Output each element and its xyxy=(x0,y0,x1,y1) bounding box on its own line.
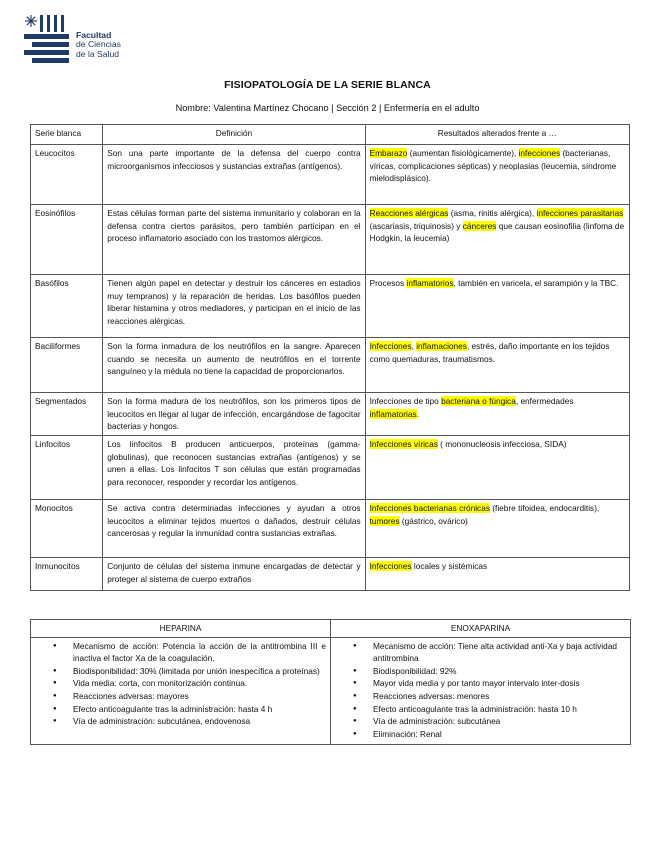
highlighted-term: Infecciones víricas xyxy=(369,439,438,449)
header-definicion: Definición xyxy=(103,125,365,145)
result-text: , estrés, daño importante en los tejidos como quemaduras, traumatismos. xyxy=(369,341,610,364)
result-text: (aumentan fisiológicamente), xyxy=(407,148,519,158)
highlighted-term: Reacciones alérgicas xyxy=(369,208,449,218)
table-row xyxy=(31,500,630,558)
highlighted-term: cánceres xyxy=(462,220,497,231)
header-enoxaparina: ENOXAPARINA xyxy=(331,620,631,638)
table-row xyxy=(31,145,630,205)
list-item: ● Vía de administración: subcutánea, endovenosa xyxy=(73,715,326,728)
highlighted-term: inflamaciones xyxy=(416,341,467,351)
row-name: Inmunocitos xyxy=(31,558,103,591)
result-text: (gástrico, ovárico) xyxy=(399,515,468,526)
row-name: Leucocitos xyxy=(31,145,103,205)
highlighted-term: Infecciones xyxy=(369,561,412,571)
row-name: Linfocitos xyxy=(31,436,103,500)
enoxaparina-list xyxy=(335,640,626,741)
result-text: (ascariasis, triquinosis) y xyxy=(369,220,463,231)
list-item: ● Mecanismo de acción: Tiene alta actividad anti-Xa y baja actividad antitrombina xyxy=(373,640,626,665)
row-results xyxy=(365,338,629,393)
logo-star-icon xyxy=(25,15,37,27)
row-results xyxy=(365,205,629,275)
highlighted-term: infecciones xyxy=(518,148,561,158)
document-subtitle: Nombre: Valentina Martínez Chocano | Sección 2 | Enfermería en el adulto xyxy=(175,103,480,113)
table-row xyxy=(31,393,630,436)
logo-line-1: Facultad xyxy=(76,30,112,40)
row-definition: Tienen algún papel en detectar y destruir los cánceres en estadios muy tempranos) y la reparación de heridas. Los basófilos pueden liberar histamina y otros mediadores, y participan en el inicio de las reacciones alérgicas. xyxy=(103,275,365,338)
row-results xyxy=(365,436,629,500)
list-item: ● Mayor vida media y por tanto mayor intervalo inter-dosis xyxy=(373,677,626,690)
list-item: ● Efecto anticoagulante tras la administración: hasta 4 h xyxy=(73,703,326,716)
anticoagulant-comparison-table xyxy=(30,619,631,745)
logo-line-2: de Ciencias xyxy=(76,39,121,50)
row-definition: Son una parte importante de la defensa del cuerpo contra microorganismos infecciosos y sustancias extrañas (antígenos). xyxy=(103,145,365,205)
list-item: ● Eliminación: Renal xyxy=(373,728,626,741)
row-results xyxy=(365,558,629,591)
highlighted-term: tumores xyxy=(369,515,400,526)
list-item: ● Reacciones adversas: menores xyxy=(373,690,626,703)
result-text: que causan eosinofilia (linfoma de Hodgkin, la leucemia) xyxy=(369,220,625,244)
result-text: ( mononucleosis infecciosa, SIDA) xyxy=(437,439,567,449)
white-series-table xyxy=(30,124,630,591)
header-serie-blanca: Serie blanca xyxy=(31,125,103,145)
row-definition: Son la forma inmadura de los neutrófilos en la sangre. Aparecen cuando se necesita un aumento de neutrófilos en el torrente sanguíneo y la médula no tiene la capacidad de proporcionarlos. xyxy=(103,338,365,393)
row-results xyxy=(365,145,629,205)
list-item: ● Efecto anticoagulante tras la administración: hasta 10 h xyxy=(373,703,626,716)
highlighted-term: inflamatorias xyxy=(369,408,417,419)
row-definition: Estas células forman parte del sistema inmunitario y colaboran en la defensa contra ciertos parásitos, pero también participan en el proceso inflamatorio asociado con los trastornos alérgicos. xyxy=(103,205,365,275)
highlighted-term: Infecciones xyxy=(369,341,412,351)
result-text: . xyxy=(416,408,419,419)
list-item: ● Vida media: corta, con monitorización continua. xyxy=(73,677,326,690)
table-row xyxy=(31,558,630,591)
row-name: Monocitos xyxy=(31,500,103,558)
row-name: Eosinófilos xyxy=(31,205,103,275)
header-heparina: HEPARINA xyxy=(31,620,331,638)
list-item: ● Reacciones adversas: mayores xyxy=(73,690,326,703)
table-row xyxy=(31,436,630,500)
row-name: Segmentados xyxy=(31,393,103,436)
enoxaparina-cell xyxy=(331,637,631,745)
table-row xyxy=(31,338,630,393)
highlighted-term: Embarazo xyxy=(369,148,408,158)
highlighted-term: Infecciones bacterianas crónicas xyxy=(369,503,490,513)
result-text: Procesos xyxy=(369,278,407,288)
heparina-cell xyxy=(31,637,331,745)
result-text: , xyxy=(411,341,417,351)
highlighted-term: infecciones parasitarias xyxy=(536,208,624,218)
result-text: , también en varicela, el sarampión y la TBC. xyxy=(453,278,619,288)
highlighted-term: inflamatorios xyxy=(406,278,454,288)
row-results xyxy=(365,275,629,338)
table-row xyxy=(31,205,630,275)
row-name: Baciliformes xyxy=(31,338,103,393)
list-item: ● Biodisponibilidad: 30% (limitada por unión inespecífica a proteínas) xyxy=(73,665,326,678)
highlighted-term: bacteriana o fúngica xyxy=(441,396,516,406)
result-text: (bacterianas, víricas, complicaciones sépticas) y neoplasias (leucemia, síndrome mielodisplásico). xyxy=(369,148,617,184)
row-results xyxy=(365,393,629,436)
list-item: ● Mecanismo de acción: Potencia la acción de la antitrombina III e inactiva el factor Xa de la coagulación. xyxy=(73,640,326,665)
row-definition: Se activa contra determinadas infecciones y ayudan a otros leucocitos a eliminar tejidos muertos o dañados, destruir células cancerosas y regular la inmunidad contra sustancias extrañas. xyxy=(103,500,365,558)
heparina-list xyxy=(35,640,326,728)
header-resultados: Resultados alterados frente a … xyxy=(365,125,629,145)
row-name: Basófilos xyxy=(31,275,103,338)
logo-line-3: de la Salud xyxy=(76,48,120,59)
table-row xyxy=(31,275,630,338)
row-results xyxy=(365,500,629,558)
comparison-header-row xyxy=(31,620,631,638)
row-definition: Conjunto de células del sistema inmune encargadas de detectar y proteger al sistema de cuerpo extraños xyxy=(103,558,365,591)
result-text: (asma, rinitis alérgica), xyxy=(448,208,537,218)
row-definition: Son la forma madura de los neutrófilos, son los primeros tipos de leucocitos en llegar al lugar de infección, encargándose de fagocitar bacterias y hongos. xyxy=(103,393,365,436)
row-definition: Los linfocitos B producen anticuerpos, proteínas (gamma-globulinas), que reconocen sustancias extrañas (antígenos) y se unen a ellas. Los linfocitos T son células que están programadas para reconocer, responder y recordar los antígenos. xyxy=(103,436,365,500)
logo-text xyxy=(76,31,121,59)
table-header-row xyxy=(31,125,630,145)
result-text: , enfermedades xyxy=(515,396,574,406)
list-item: ● Vía de administración: subcutánea xyxy=(373,715,626,728)
result-text: Infecciones de tipo xyxy=(369,396,442,406)
list-item: ● Biodisponibilidad: 92% xyxy=(373,665,626,678)
result-text: (fiebre tifoidea, endocarditis), xyxy=(489,503,600,513)
result-text: locales y sistémicas xyxy=(411,561,488,571)
document-title: FISIOPATOLOGÍA DE LA SERIE BLANCA xyxy=(224,79,431,91)
comparison-body-row xyxy=(31,637,631,745)
